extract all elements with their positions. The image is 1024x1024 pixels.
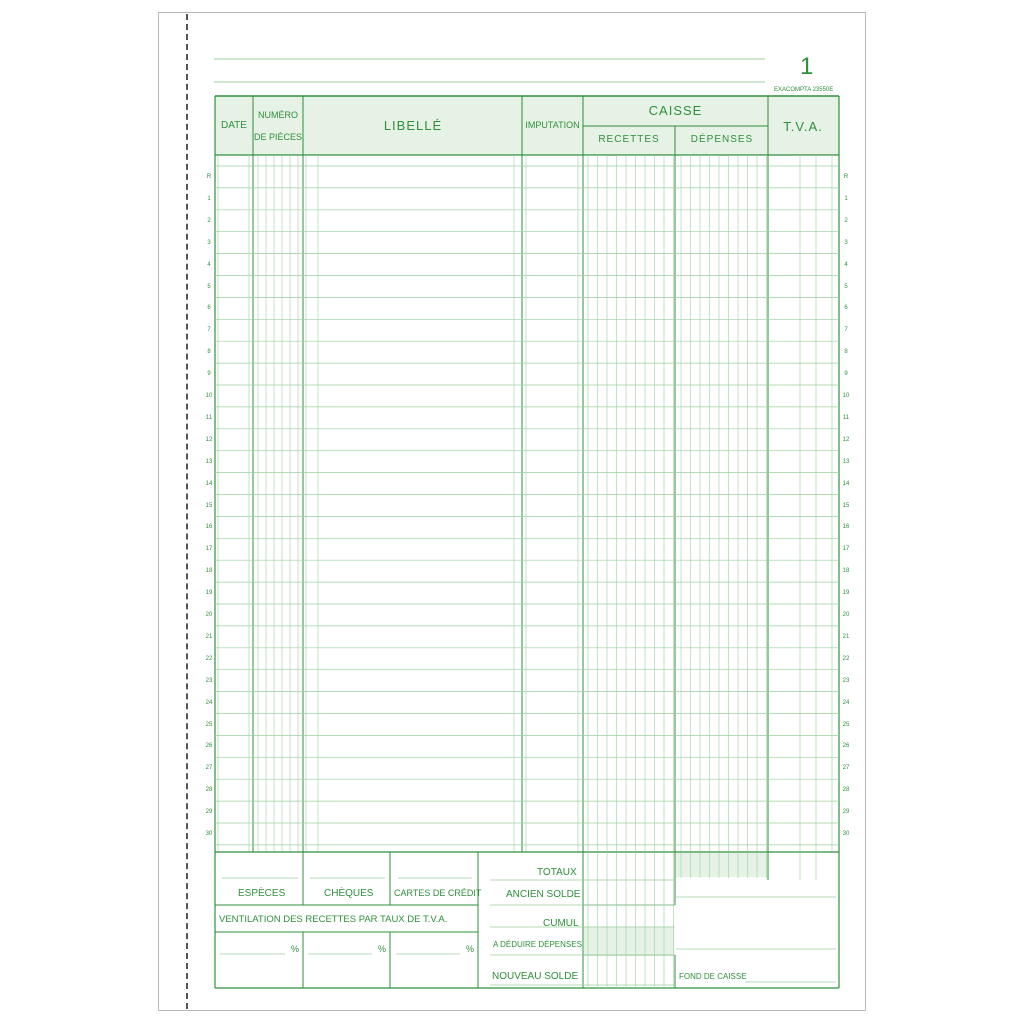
row-number: 6 <box>207 305 211 312</box>
row-number: 15 <box>205 502 213 509</box>
row-number: 5 <box>207 283 211 290</box>
row-number: 24 <box>842 699 850 706</box>
depenses-total-shade <box>676 853 767 877</box>
row-number: 3 <box>207 239 211 246</box>
header-libelle: LIBELLÉ <box>383 118 443 133</box>
row-number: 19 <box>205 590 213 597</box>
row-number: 22 <box>205 655 213 662</box>
percent-3: % <box>466 944 475 954</box>
label-fond-de-caisse: FOND DE CAISSE <box>679 972 747 981</box>
header-recettes: RECETTES <box>598 134 660 145</box>
label-ventilation: VENTILATION DES RECETTES PAR TAUX DE T.V.A. <box>219 914 448 925</box>
row-number: 23 <box>842 677 850 684</box>
row-number: R <box>206 174 212 180</box>
row-number: 5 <box>844 283 848 290</box>
label-ancien-solde: ANCIEN SOLDE <box>506 889 581 900</box>
label-totaux: TOTAUX <box>537 867 577 878</box>
row-number: 11 <box>205 414 213 421</box>
row-number: 1 <box>844 195 848 202</box>
header-imputation: IMPUTATION <box>525 120 580 130</box>
row-number: 7 <box>207 327 211 334</box>
row-number: 29 <box>842 809 850 816</box>
label-especes: ESPÈCES <box>238 888 286 899</box>
row-number: 28 <box>842 787 850 794</box>
row-number: 18 <box>842 568 850 575</box>
row-number: 14 <box>205 480 213 487</box>
percent-2: % <box>378 944 387 954</box>
row-number: 17 <box>842 546 850 553</box>
row-number: 20 <box>842 612 850 618</box>
row-number: 30 <box>205 831 213 837</box>
row-number: 3 <box>844 239 848 246</box>
percent-1: % <box>291 944 300 954</box>
row-number: 19 <box>842 590 850 597</box>
row-number: 17 <box>205 546 213 553</box>
row-number: 26 <box>205 743 213 750</box>
label-a-deduire: A DÉDUIRE DÉPENSES <box>493 940 582 949</box>
row-number: 29 <box>205 809 213 816</box>
row-number: 8 <box>207 349 211 356</box>
row-number: 1 <box>207 195 211 202</box>
header-tva: T.V.A. <box>783 119 823 134</box>
header-caisse: CAISSE <box>648 103 703 118</box>
row-number: 9 <box>207 371 211 378</box>
row-number: 14 <box>842 480 850 487</box>
row-number: 10 <box>842 393 850 399</box>
row-number: 8 <box>844 349 848 356</box>
row-number: 30 <box>842 831 850 837</box>
page-number: 1 <box>800 53 814 80</box>
header-de-pieces: DE PIÈCES <box>253 132 302 142</box>
row-number: 20 <box>205 612 213 618</box>
row-number: 2 <box>207 217 211 224</box>
row-number: 18 <box>205 568 213 575</box>
row-number: 21 <box>842 633 850 640</box>
row-number: 9 <box>844 371 848 378</box>
row-number: 24 <box>205 699 213 706</box>
row-number: 25 <box>205 721 213 728</box>
row-number: 27 <box>205 765 213 772</box>
row-number: 16 <box>205 524 213 531</box>
row-number: 11 <box>842 414 850 421</box>
row-number: 28 <box>205 787 213 794</box>
row-number: 16 <box>842 524 850 531</box>
row-number: 4 <box>207 261 211 268</box>
row-number: 7 <box>844 327 848 334</box>
row-number: 12 <box>842 436 850 443</box>
ref-code: EXACOMPTA 23550E <box>774 87 834 93</box>
row-number: 25 <box>842 721 850 728</box>
row-number: 10 <box>205 393 213 399</box>
label-cumul: CUMUL <box>543 918 579 929</box>
header-depenses: DÉPENSES <box>690 134 754 145</box>
label-nouveau-solde: NOUVEAU SOLDE <box>492 971 579 982</box>
row-number: 23 <box>205 677 213 684</box>
row-number: 15 <box>842 502 850 509</box>
header-date: DATE <box>221 120 247 131</box>
row-number: 6 <box>844 305 848 312</box>
row-number: 12 <box>205 436 213 443</box>
row-number: 27 <box>842 765 850 772</box>
label-cheques: CHÈQUES <box>324 888 374 899</box>
row-number: 22 <box>842 655 850 662</box>
row-number: 13 <box>205 458 213 465</box>
row-number: 2 <box>844 217 848 224</box>
header-numero: NUMÉRO <box>258 110 298 120</box>
row-number: 13 <box>842 458 850 465</box>
row-number: R <box>843 174 849 180</box>
row-number: 26 <box>842 743 850 750</box>
row-number: 21 <box>205 633 213 640</box>
row-number: 4 <box>844 261 848 268</box>
label-cartes: CARTES DE CRÉDIT <box>394 888 482 898</box>
